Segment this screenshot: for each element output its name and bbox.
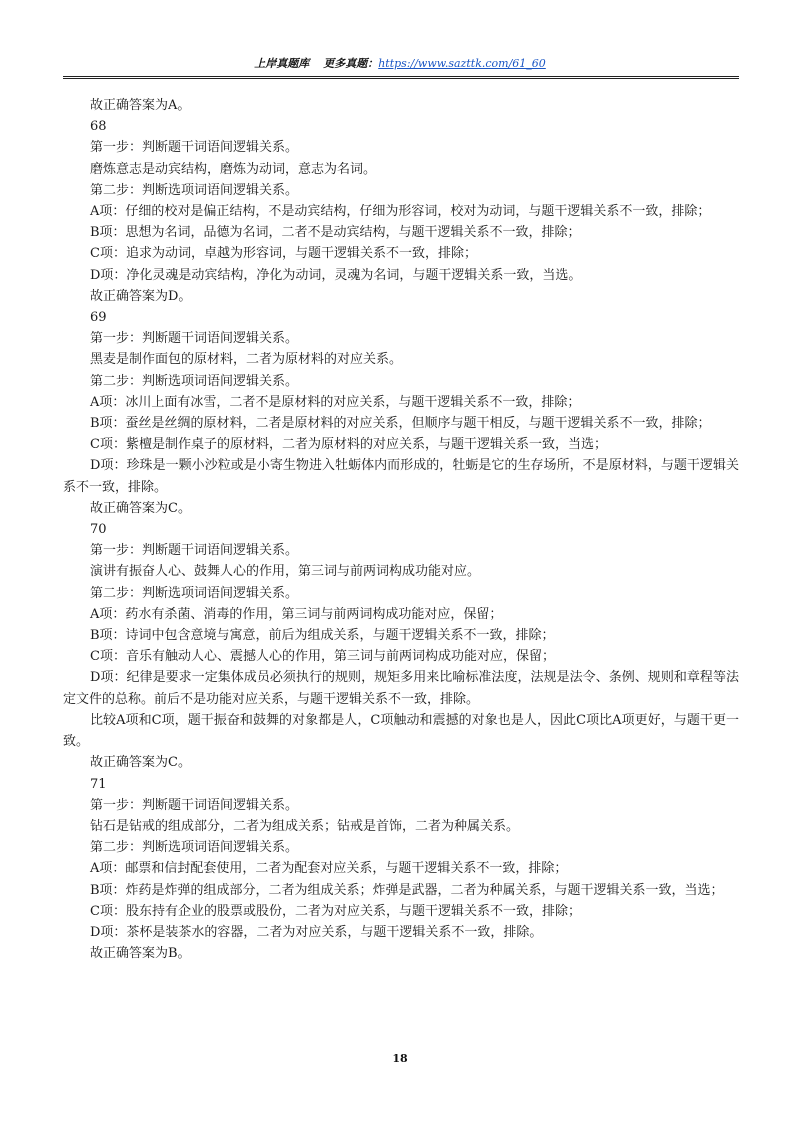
paragraph: A项：邮票和信封配套使用，二者为配套对应关系，与题干逻辑关系不一致，排除； (90, 861, 568, 877)
paragraph: 黑麦是制作面包的原材料，二者为原材料的对应关系。 (90, 352, 403, 368)
paragraph: 第二步：判断选项词语间逻辑关系。 (90, 840, 299, 856)
page-header (0, 55, 800, 71)
paragraph: C项：股东持有企业的股票或股份，二者为对应关系，与题干逻辑关系不一致，排除； (90, 903, 581, 919)
page-number: 18 (392, 1052, 408, 1065)
paragraph: A项：药水有杀菌、消毒的作用，第三词与前两词构成功能对应，保留； (90, 606, 503, 622)
paragraph: 故正确答案为B。 (90, 946, 191, 962)
paragraph: C项：追求为动词，卓越为形容词，与题干逻辑关系不一致，排除； (90, 246, 477, 262)
paragraph: 故正确答案为A。 (90, 98, 191, 113)
paragraph: 第一步：判断题干词语间逻辑关系。 (90, 797, 299, 813)
paragraph: 第一步：判断题干词语间逻辑关系。 (90, 140, 299, 156)
paragraph: C项：音乐有触动人心、震撼人心的作用，第三词与前两词构成功能对应，保留； (90, 649, 555, 665)
paragraph: 比较A项和C项，题干振奋和鼓舞的对象都是人，C项触动和震撼的对象也是人，因此C项比A项更好，与题干更一致。 (63, 712, 739, 750)
paragraph: D项：珍珠是一颗小沙粒或是小寄生物进入牡蛎体内而形成的，牡蛎是它的生存场所，不是原材料，与题干逻辑关系不一致，排除。 (63, 458, 739, 495)
paragraph: 故正确答案为C。 (90, 755, 191, 771)
paragraph: B项：蚕丝是丝绸的原材料，二者是原材料的对应关系，但顺序与题干相反，与题干逻辑关系不一致，排除； (90, 416, 711, 432)
paragraph: B项：炸药是炸弹的组成部分，二者为组成关系；炸弹是武器，二者为种属关系，与题干逻辑关系一致，当选； (90, 882, 724, 898)
source-link[interactable]: https://www.sazttk.com/61_60 (378, 57, 546, 70)
header-divider (63, 76, 739, 79)
paragraph: 钻石是钻戒的组成部分，二者为组成关系；钻戒是首饰，二者为种属关系。 (90, 818, 520, 834)
question-number: 69 (90, 310, 107, 326)
paragraph: 第二步：判断选项词语间逻辑关系。 (90, 585, 299, 601)
question-number: 68 (90, 119, 107, 135)
site-name: 上岸真题库 (254, 57, 310, 70)
paragraph: 演讲有振奋人心、鼓舞人心的作用，第三词与前两词构成功能对应。 (90, 564, 481, 580)
question-number: 71 (90, 776, 107, 792)
paragraph: 故正确答案为C。 (90, 500, 191, 516)
paragraph: 第一步：判断题干词语间逻辑关系。 (90, 331, 299, 347)
paragraph: 第二步：判断选项词语间逻辑关系。 (90, 373, 299, 389)
paragraph: 故正确答案为D。 (90, 288, 192, 304)
paragraph: D项：净化灵魂是动宾结构，净化为动词，灵魂为名词，与题干逻辑关系一致，当选。 (90, 267, 582, 283)
paragraph: A项：仔细的校对是偏正结构，不是动宾结构，仔细为形容词，校对为动词，与题干逻辑关系不一致，排除； (90, 204, 711, 220)
paragraph: D项：纪律是要求一定集体成员必须执行的规则，规矩多用来比喻标准法度，法规是法令、条例、规则和章程等法定文件的总称。前后不是功能对应关系，与题干逻辑关系不一致，排除。 (63, 670, 739, 707)
page-body (63, 95, 739, 964)
paragraph: B项：思想为名词，品德为名词，二者不是动宾结构，与题干逻辑关系不一致，排除； (90, 225, 581, 241)
paragraph: 第二步：判断选项词语间逻辑关系。 (90, 182, 299, 198)
more-label: 更多真题： (323, 57, 379, 70)
question-number: 70 (90, 522, 107, 538)
paragraph: A项：冰川上面有冰雪，二者不是原材料的对应关系，与题干逻辑关系不一致，排除； (90, 394, 581, 410)
paragraph: 第一步：判断题干词语间逻辑关系。 (90, 543, 299, 559)
paragraph: C项：紫檀是制作桌子的原材料，二者为原材料的对应关系，与题干逻辑关系一致，当选； (90, 437, 607, 453)
paragraph: 磨炼意志是动宾结构，磨炼为动词，意志为名词。 (90, 161, 377, 177)
paragraph: D项：茶杯是装茶水的容器，二者为对应关系，与题干逻辑关系不一致，排除。 (90, 924, 543, 940)
paragraph: B项：诗词中包含意境与寓意，前后为组成关系，与题干逻辑关系不一致，排除； (90, 628, 555, 644)
